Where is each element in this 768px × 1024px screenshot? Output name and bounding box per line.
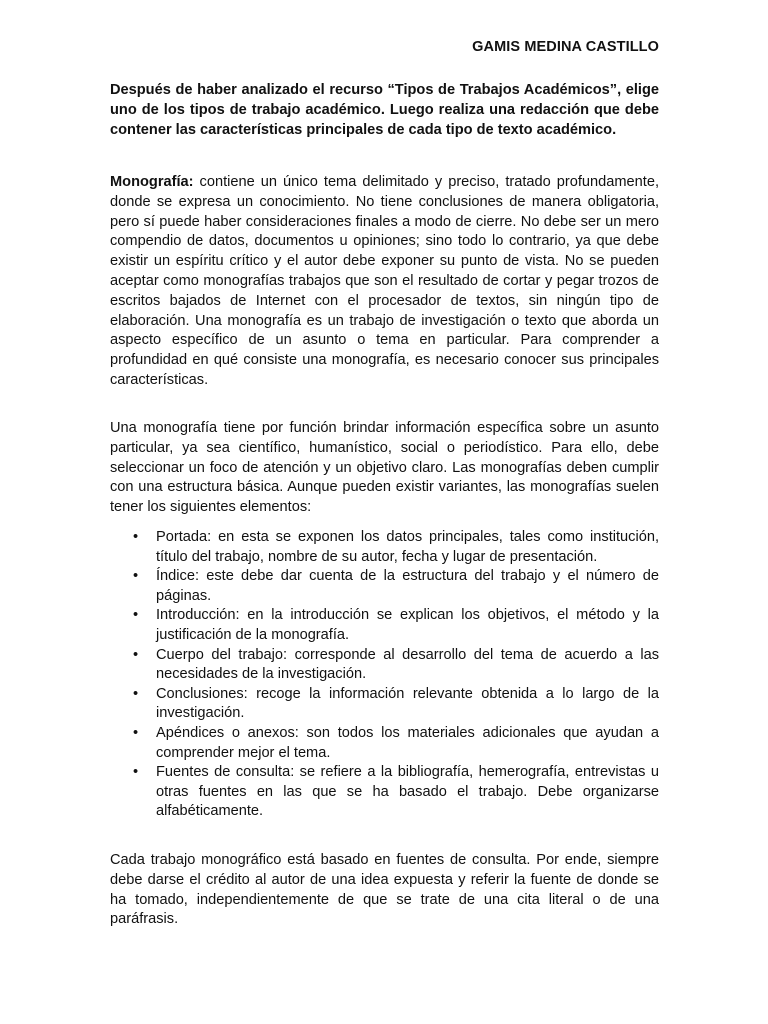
bullet-icon: • xyxy=(133,607,139,624)
author-name: GAMIS MEDINA CASTILLO xyxy=(472,39,659,55)
monografia-paragraph xyxy=(110,173,659,391)
list-item xyxy=(110,646,659,685)
list-item xyxy=(110,528,659,567)
list-item xyxy=(110,606,659,645)
bullet-icon: • xyxy=(133,724,139,741)
list-item-text: Apéndices o anexos: son todos los materiales adicionales que ayudan a comprender mejor el tema. xyxy=(156,724,659,761)
elements-list xyxy=(110,528,659,822)
list-item-text: Cuerpo del trabajo: corresponde al desarrollo del tema de acuerdo a las necesidades de la investigación. xyxy=(156,646,659,683)
funcion-paragraph: Una monografía tiene por función brindar información específica sobre un asunto particular, ya sea científico, humanístico, social o periodístico. Para ello, debe seleccionar un foco de atención y un objetivo claro. Las monografías deben cumplir con una estructura básica. Aunque pueden existir variantes, las monografías suelen tener los siguientes elementos: xyxy=(110,420,659,516)
list-item xyxy=(110,763,659,822)
list-item-text: Introducción: en la introducción se explican los objetivos, el método y la justificación de la monografía. xyxy=(156,607,659,643)
monografia-term: Monografía: xyxy=(110,174,194,190)
bullet-icon: • xyxy=(133,764,139,781)
closing-paragraph: Cada trabajo monográfico está basado en fuentes de consulta. Por ende, siempre debe darse el crédito al autor de una idea expuesta y referir la fuente de donde se ha tomado, independientemente de que se trate de una cita literal o de una paráfrasis. xyxy=(110,852,659,928)
list-item xyxy=(110,567,659,606)
monografia-definition: contiene un único tema delimitado y preciso, tratado profundamente, donde se expresa un conocimiento. No tiene conclusiones de manera obligatoria, pero sí puede haber consideraciones finales a modo de cierre. No debe ser un mero compendio de datos, documentos u opiniones; sino todo lo contrario, ya que debe existir un espíritu crítico y el autor debe exponer su punto de vista. No se pueden aceptar como monografías trabajos que son el resultado de cortar y pegar trozos de escritos bajados de Internet con el procesador de textos, sin ningún tipo de elaboración. Una monografía es un trabajo de investigación o texto que aborda un aspecto específico de un asunto o tema en particular. Para comprender a profundidad en qué consiste una monografía, es necesario conocer sus principales características. xyxy=(110,174,659,388)
list-item-text: Índice: este debe dar cuenta de la estructura del trabajo y el número de páginas. xyxy=(156,568,659,604)
list-item-text: Fuentes de consulta: se refiere a la bibliografía, hemerografía, entrevistas u otras fuentes en las que se ha basado el trabajo. Debe organizarse alfabéticamente. xyxy=(156,764,659,820)
list-item xyxy=(110,685,659,724)
bullet-icon: • xyxy=(133,568,139,585)
list-item xyxy=(110,724,659,763)
list-item-text: Portada: en esta se exponen los datos principales, tales como institución, título del trabajo, nombre de su autor, fecha y lugar de presentación. xyxy=(156,529,659,565)
bullet-icon: • xyxy=(133,685,139,702)
bullet-icon: • xyxy=(133,529,139,545)
assignment-prompt: Después de haber analizado el recurso “Tipos de Trabajos Académicos”, elige uno de los tipos de trabajo académico. Luego realiza una redacción que debe contener las características principales de cada tipo de texto académico. xyxy=(110,82,659,138)
list-item-text: Conclusiones: recoge la información relevante obtenida a lo largo de la investigación. xyxy=(156,685,659,722)
bullet-icon: • xyxy=(133,646,139,663)
